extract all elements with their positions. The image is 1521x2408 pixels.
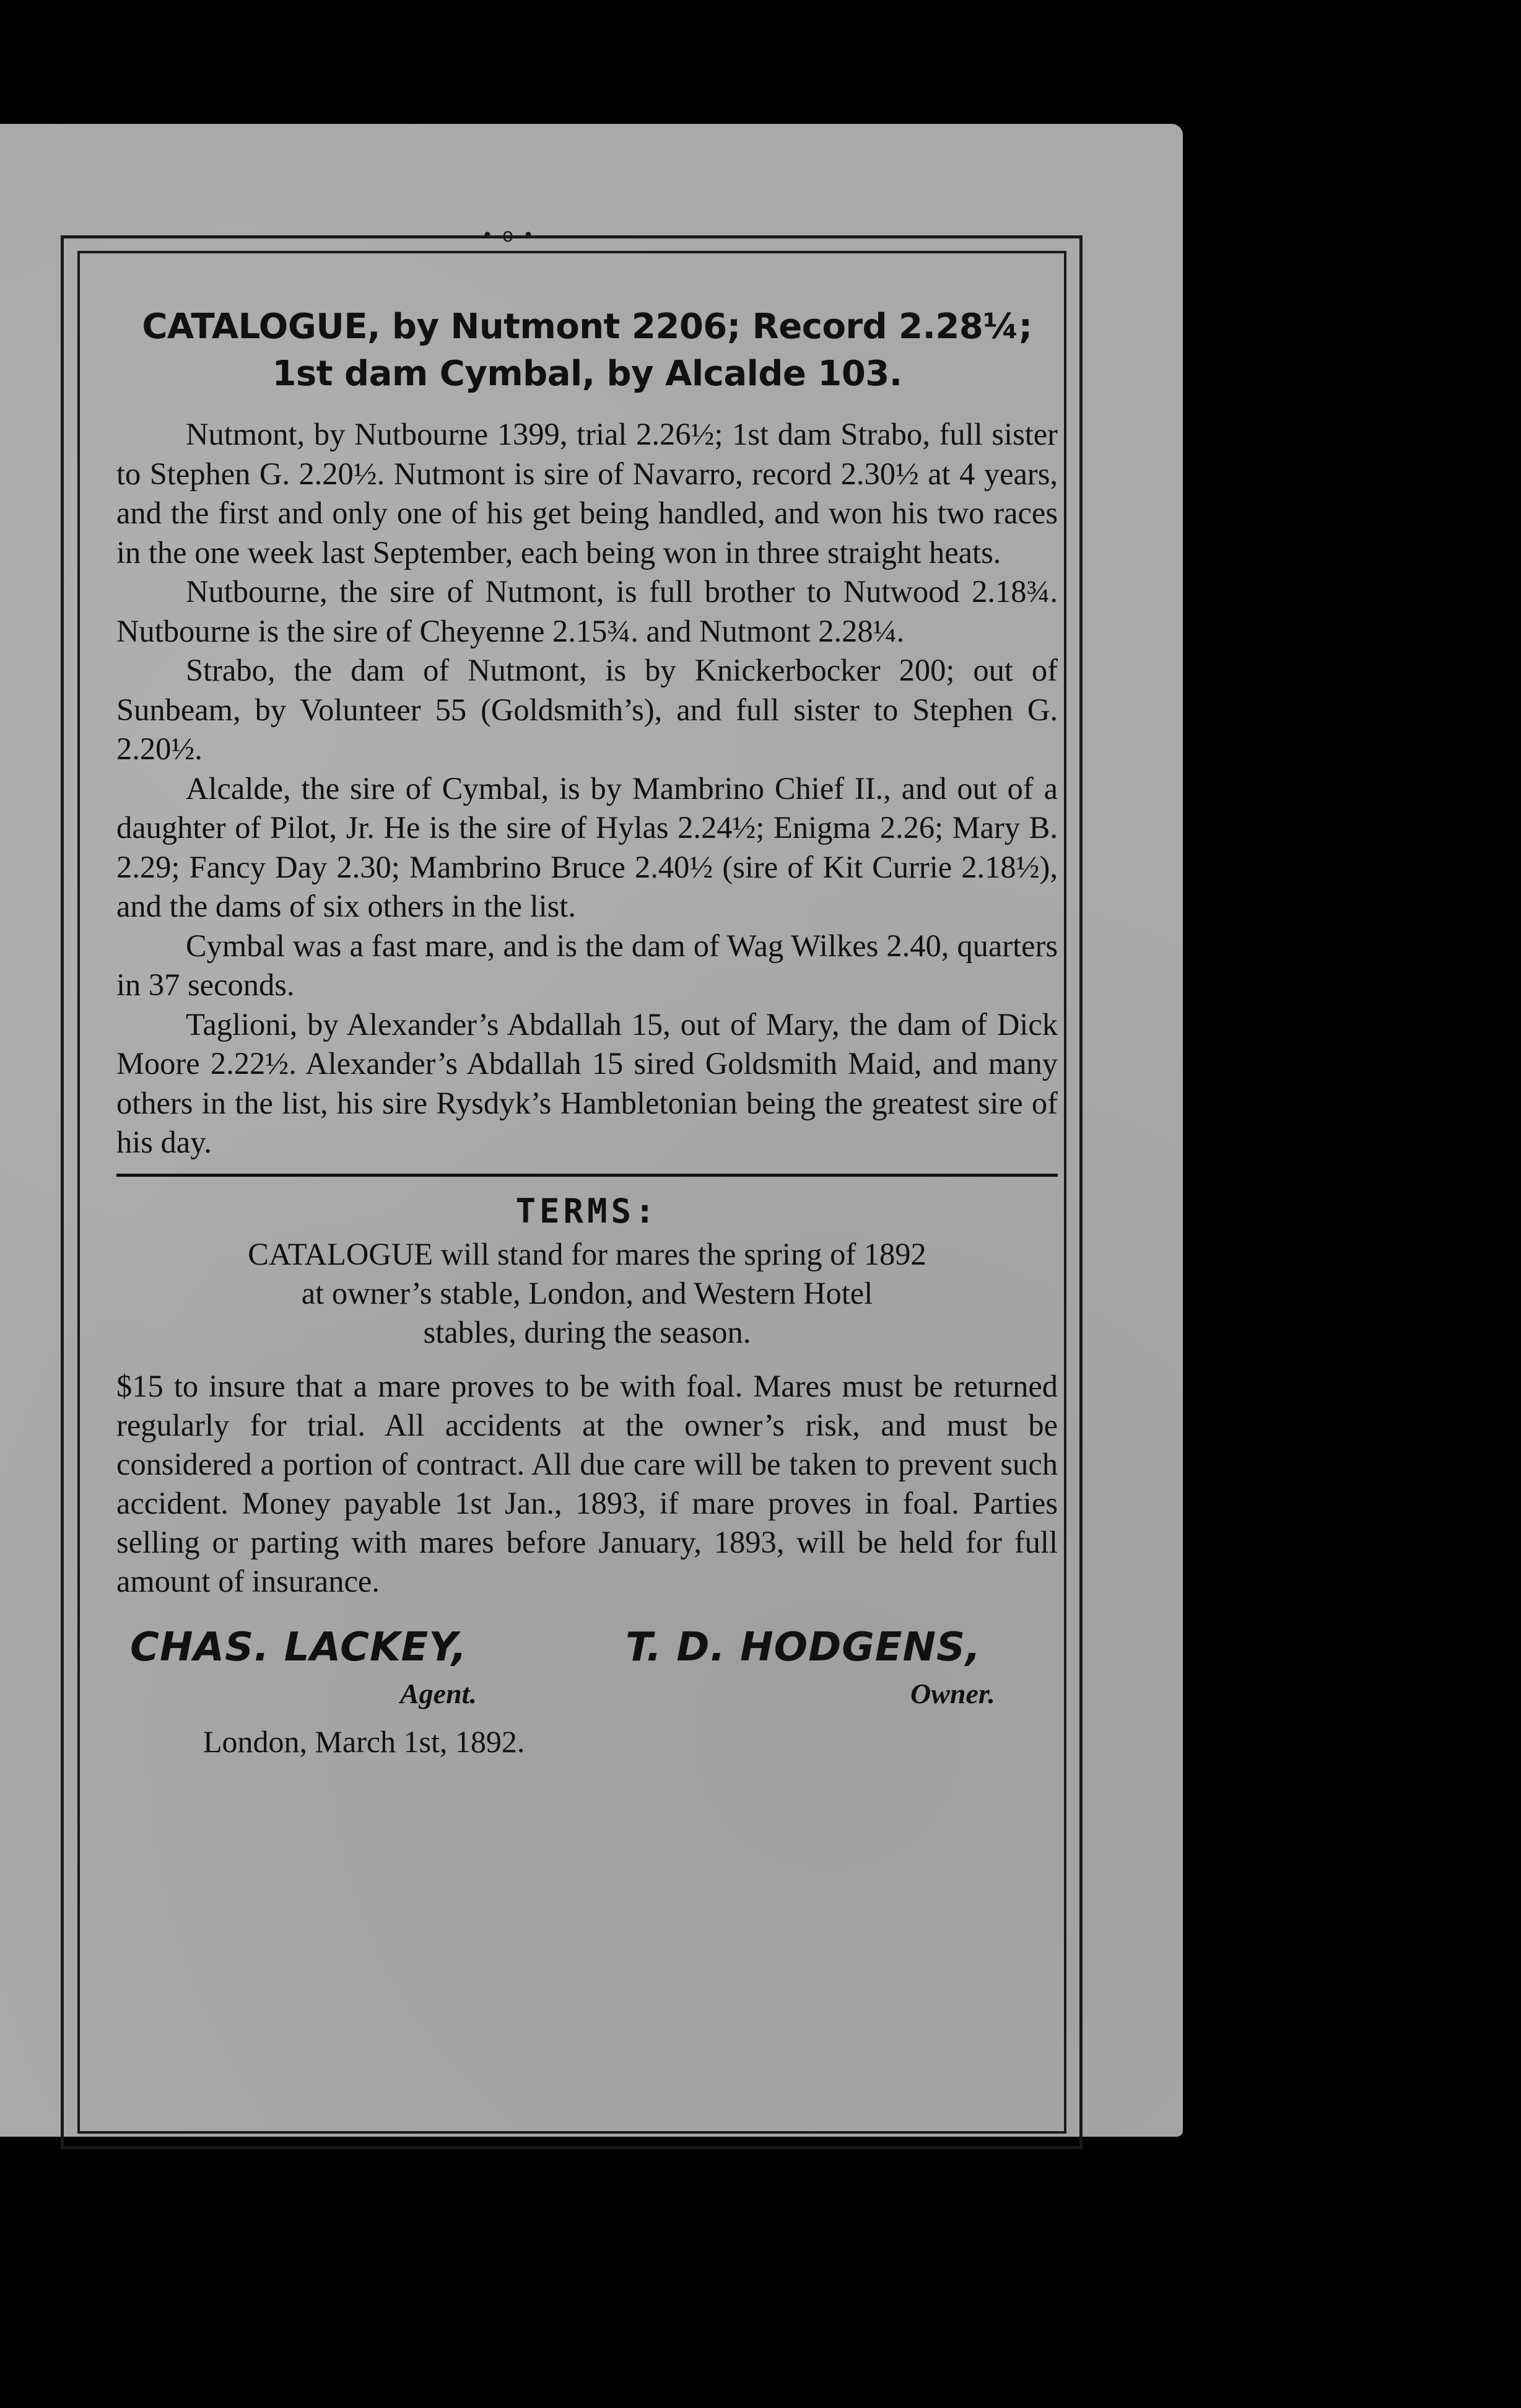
document-page xyxy=(0,124,1183,2137)
paragraph-taglioni: Taglioni, by Alexander’s Abdallah 15, out of Mary, the dam of Dick Moore 2.22½. Alexander’s Abdallah 15 sired Goldsmith Maid, and many others in the list, his sire Rysdyk’s Hambletonian being the greatest sire of his day. xyxy=(116,1006,1058,1159)
signature-block xyxy=(116,1626,1058,1719)
terms-stand-line-3: stables, during the season. xyxy=(423,1314,751,1350)
terms-stand-line-1: CATALOGUE will stand for mares the spring of 1892 xyxy=(248,1236,926,1272)
top-ornament: •–o–• xyxy=(482,225,534,246)
advertisement-content xyxy=(116,303,1058,1761)
agent-role: Agent. xyxy=(400,1677,477,1709)
owner-name: T. D. HODGENS, xyxy=(625,1624,982,1670)
paragraph-nutmont: Nutmont, by Nutbourne 1399, trial 2.26½; 1st dam Strabo, full sister to Stephen G. 2.20½. Nutmont is sire of Navarro, record 2.30½ at 4 years, and the first and only one of his get being handled, and won his two races in the one week last September, each being won in three straight heats. xyxy=(116,417,1058,570)
paragraph-cymbal: Cymbal was a fast mare, and is the dam of Wag Wilkes 2.40, quarters in 37 seconds. xyxy=(116,928,1058,1002)
terms-body: $15 to insure that a mare proves to be with foal. Mares must be returned regularly for trial. All accidents at the owner’s risk, and must be considered a portion of contract. All due care will be taken to prevent such accident. Money payable 1st Jan., 1893, if mare proves in foal. Parties selling or parting with mares before January, 1893, will be held for full amount of insurance. xyxy=(116,1368,1058,1599)
paragraph-alcalde: Alcalde, the sire of Cymbal, is by Mambrino Chief II., and out of a daughter of Pilot, Jr. He is the sire of Hylas 2.24½; Enigma 2.26; Mary B. 2.29; Fancy Day 2.30; Mambrino Bruce 2.40½ (sire of Kit Currie 2.18½), and the dams of six others in the list. xyxy=(116,770,1058,923)
heading-line-1: CATALOGUE, by Nutmont 2206; Record 2.28¼; xyxy=(142,307,1032,347)
terms-stand-notice xyxy=(116,1235,1058,1352)
heading-line-2: 1st dam Cymbal, by Alcalde 103. xyxy=(272,354,902,394)
terms-stand-line-2: at owner’s stable, London, and Western Hotel xyxy=(301,1275,873,1311)
section-divider xyxy=(116,1174,1058,1177)
agent-name: CHAS. LACKEY, xyxy=(130,1624,468,1670)
owner-role: Owner. xyxy=(910,1677,995,1709)
date-line: London, March 1st, 1892. xyxy=(203,1724,525,1759)
terms-title: TERMS: xyxy=(515,1191,659,1231)
paragraph-strabo: Strabo, the dam of Nutmont, is by Knickerbocker 200; out of Sunbeam, by Volunteer 55 (Goldsmith’s), and full sister to Stephen G. 2.20½. xyxy=(116,653,1058,766)
heading xyxy=(116,303,1058,398)
paragraph-nutbourne: Nutbourne, the sire of Nutmont, is full brother to Nutwood 2.18¾. Nutbourne is the sire of Cheyenne 2.15¾. and Nutmont 2.28¼. xyxy=(116,574,1058,648)
